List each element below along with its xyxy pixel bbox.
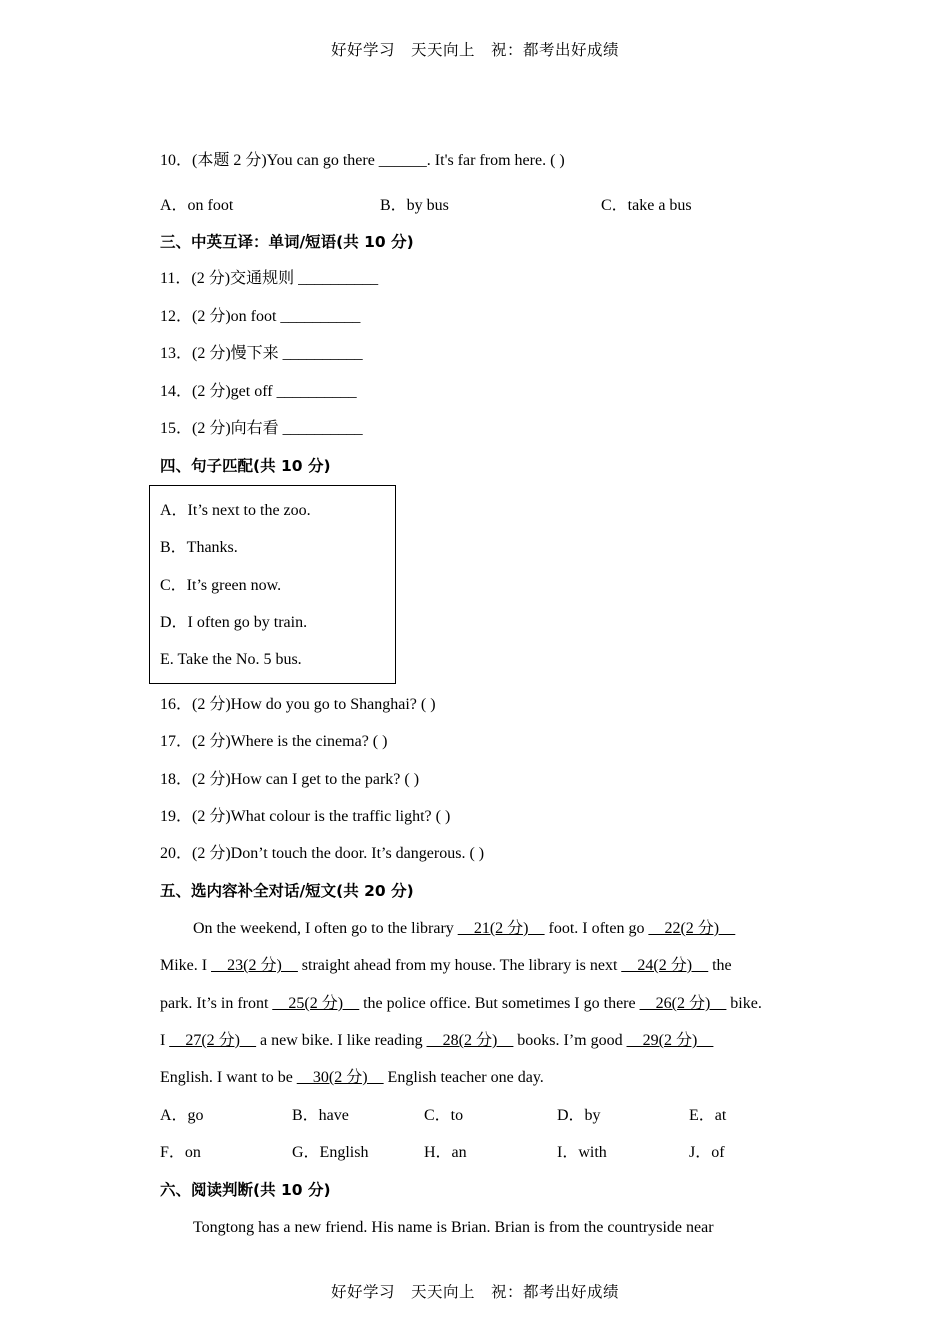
question-12: 12．(2 分)on foot __________ bbox=[160, 308, 361, 325]
passage-text: the police office. But sometimes I go there bbox=[359, 995, 640, 1012]
passage-text: On the weekend, I often go to the library bbox=[193, 920, 458, 937]
option-f: F．on bbox=[160, 1144, 201, 1161]
question-16: 16．(2 分)How do you go to Shanghai? ( ) bbox=[160, 696, 436, 713]
question-19: 19．(2 分)What colour is the traffic light? ( ) bbox=[160, 808, 451, 825]
question-17: 17．(2 分)Where is the cinema? ( ) bbox=[160, 733, 388, 750]
passage-line-2 bbox=[160, 956, 732, 976]
section-5-title: 五、选内容补全对话/短文(共 20 分) bbox=[160, 882, 414, 900]
passage-text: foot. I often go bbox=[544, 920, 649, 937]
passage-text: straight ahead from my house. The library is next bbox=[297, 957, 622, 974]
section-3-title: 三、中英互译：单词/短语(共 10 分) bbox=[160, 233, 414, 251]
blank-21: __21(2 分)__ bbox=[457, 920, 545, 937]
question-15: 15．(2 分)向右看 __________ bbox=[160, 420, 363, 437]
section-4-title: 四、句子匹配(共 10 分) bbox=[160, 457, 331, 475]
question-13: 13．(2 分)慢下来 __________ bbox=[160, 345, 363, 362]
passage-text: bike. bbox=[726, 995, 762, 1012]
blank-25: __25(2 分)__ bbox=[272, 995, 360, 1012]
blank-22: __22(2 分)__ bbox=[648, 920, 736, 937]
blank-29: __29(2 分)__ bbox=[626, 1032, 714, 1049]
passage-line-1 bbox=[193, 919, 735, 939]
option-a: A．go bbox=[160, 1107, 204, 1124]
passage-line-3 bbox=[160, 994, 762, 1014]
section-6-title: 六、阅读判断(共 10 分) bbox=[160, 1181, 331, 1199]
blank-23: __23(2 分)__ bbox=[211, 957, 298, 974]
passage-text: English teacher one day. bbox=[383, 1069, 544, 1086]
blank-28: __28(2 分)__ bbox=[426, 1032, 514, 1049]
question-18: 18．(2 分)How can I get to the park? ( ) bbox=[160, 771, 420, 788]
blank-30: __30(2 分)__ bbox=[296, 1069, 384, 1086]
question-11: 11．(2 分)交通规则 __________ bbox=[160, 270, 379, 287]
page-footer: 好好学习 天天向上 祝：都考出好成绩 bbox=[330, 1283, 619, 1301]
option-d: D．by bbox=[557, 1107, 601, 1124]
passage-line-4 bbox=[160, 1031, 713, 1051]
match-option-d: D．I often go by train. bbox=[160, 614, 308, 631]
passage-text: books. I’m good bbox=[513, 1032, 627, 1049]
option-b: B．have bbox=[292, 1107, 349, 1124]
blank-24: __24(2 分)__ bbox=[621, 957, 709, 974]
option-h: H．an bbox=[424, 1144, 467, 1161]
match-option-e: E. Take the No. 5 bus. bbox=[160, 651, 302, 668]
q10-option-c: C．take a bus bbox=[601, 197, 692, 214]
option-c: C．to bbox=[424, 1107, 464, 1124]
option-j: J．of bbox=[689, 1144, 725, 1161]
passage-text: a new bike. I like reading bbox=[256, 1032, 427, 1049]
passage-text: I bbox=[160, 1032, 170, 1049]
question-20: 20．(2 分)Don’t touch the door. It’s dangerous. ( ) bbox=[160, 845, 485, 862]
option-e: E．at bbox=[689, 1107, 727, 1124]
q10-option-a: A．on foot bbox=[160, 197, 234, 214]
match-option-b: B．Thanks. bbox=[160, 539, 238, 556]
blank-26: __26(2 分)__ bbox=[639, 995, 727, 1012]
match-option-a: A．It’s next to the zoo. bbox=[160, 502, 311, 519]
question-10-stem: 10．(本题 2 分)You can go there ______. It's far from here. ( ) bbox=[160, 152, 565, 169]
passage-text: Mike. I bbox=[160, 957, 212, 974]
q10-option-b: B．by bus bbox=[380, 197, 449, 214]
page-header: 好好学习 天天向上 祝：都考出好成绩 bbox=[330, 41, 619, 59]
passage-line-5 bbox=[160, 1068, 544, 1088]
reading-passage-line-1: Tongtong has a new friend. His name is Brian. Brian is from the countryside near bbox=[193, 1219, 714, 1236]
passage-text: English. I want to be bbox=[160, 1069, 297, 1086]
match-option-c: C．It’s green now. bbox=[160, 577, 282, 594]
blank-27: __27(2 分)__ bbox=[169, 1032, 256, 1049]
option-i: I．with bbox=[557, 1144, 607, 1161]
passage-text: park. It’s in front bbox=[160, 995, 273, 1012]
passage-text: the bbox=[708, 957, 732, 974]
option-g: G．English bbox=[292, 1144, 369, 1161]
question-14: 14．(2 分)get off __________ bbox=[160, 383, 357, 400]
